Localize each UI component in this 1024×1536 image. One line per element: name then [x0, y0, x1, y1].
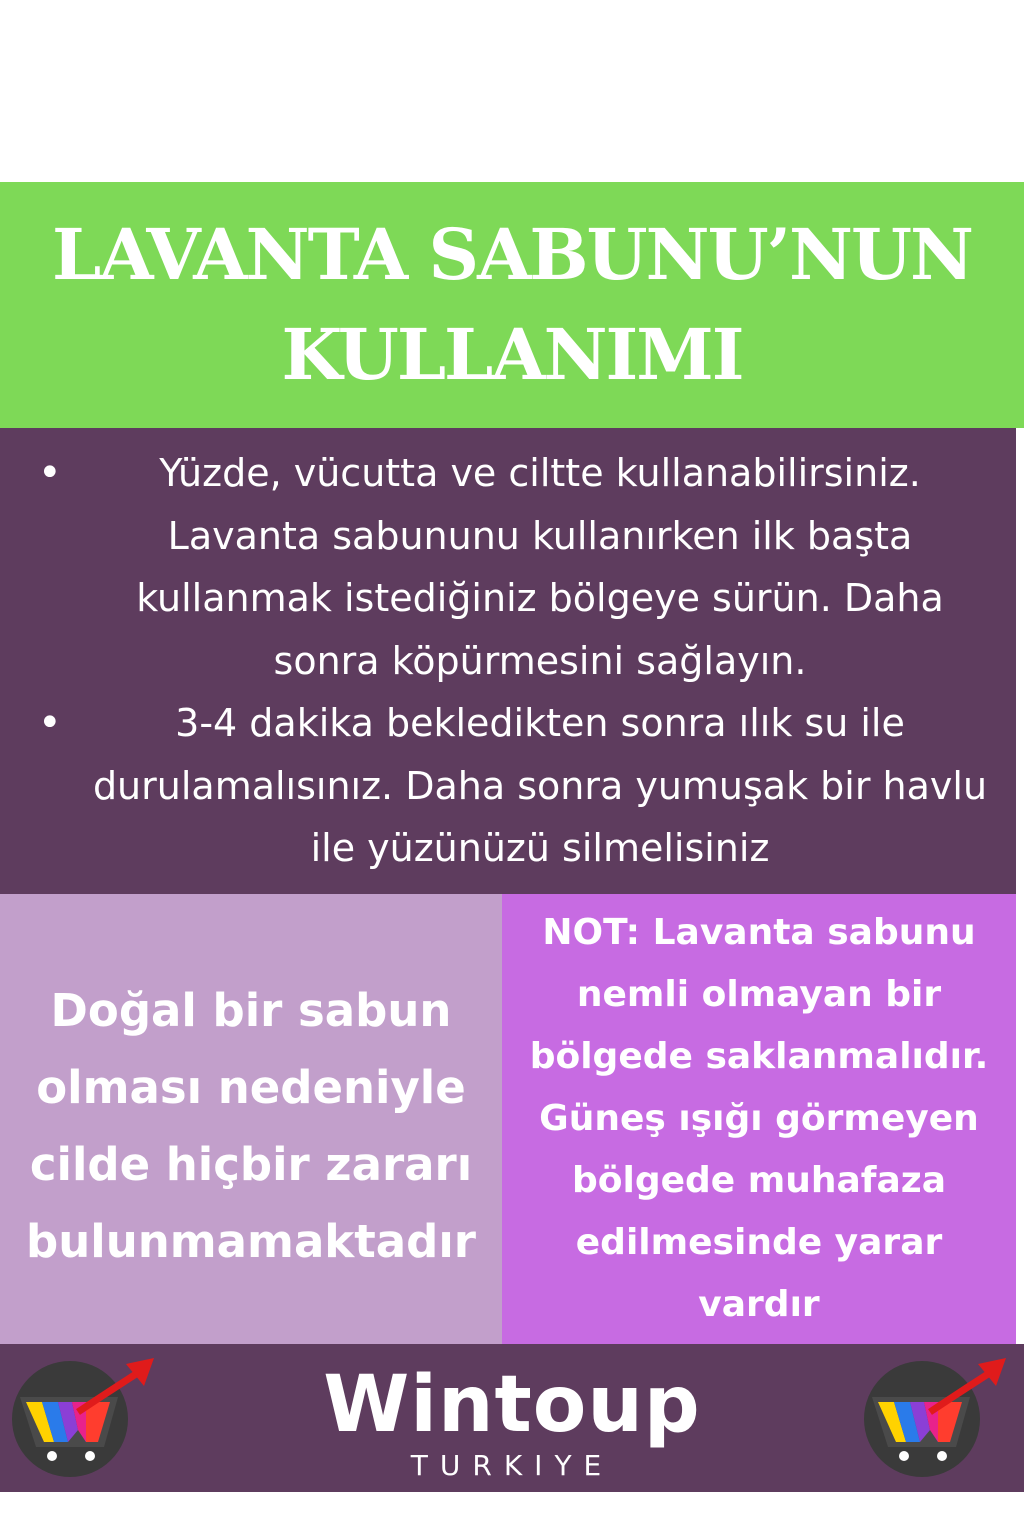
usage-section	[0, 428, 1016, 894]
wintoup-cart-logo-icon	[860, 1352, 1010, 1477]
info-right-text: NOT: Lavanta sabunu nemli olmayan bir bölgede saklanmalıdır. Güneş ışığı görmeyen bölgede muhafaza edilmesinde yarar vardır	[529, 912, 989, 1325]
info-left-text: Doğal bir sabun olması nedeniyle cilde hiçbir zararı bulunmamaktadır	[26, 984, 476, 1268]
top-whitespace	[0, 0, 1024, 182]
footer-brand-bar	[0, 1344, 1024, 1492]
brand-name: Wintoup	[323, 1360, 701, 1450]
usage-item	[0, 692, 1016, 880]
page-title-line-2: KULLANIMI	[281, 313, 743, 396]
bullet-icon: •	[38, 700, 62, 746]
bullet-icon: •	[38, 450, 62, 496]
usage-item-text: 3-4 dakika bekledikten sonra ılık su ile durulamalısınız. Daha sonra yumuşak bir havlu ile yüzünüzü silmelisiniz	[92, 701, 988, 870]
brand-subtitle: TURKIYE	[410, 1449, 614, 1482]
usage-list	[0, 442, 1016, 880]
bottom-whitespace	[0, 1492, 1024, 1536]
usage-item	[0, 442, 1016, 692]
info-panel-left	[0, 894, 502, 1344]
title-band	[0, 182, 1024, 428]
usage-item-text: Yüzde, vücutta ve ciltte kullanabilirsiniz. Lavanta sabununu kullanırken ilk başta kullanmak istediğiniz bölgeye sürün. Daha sonra köpürmesini sağlayın.	[136, 451, 944, 683]
info-panel-right	[502, 894, 1016, 1344]
page-title-line-1: LAVANTA SABUNU’NUN	[51, 213, 973, 296]
